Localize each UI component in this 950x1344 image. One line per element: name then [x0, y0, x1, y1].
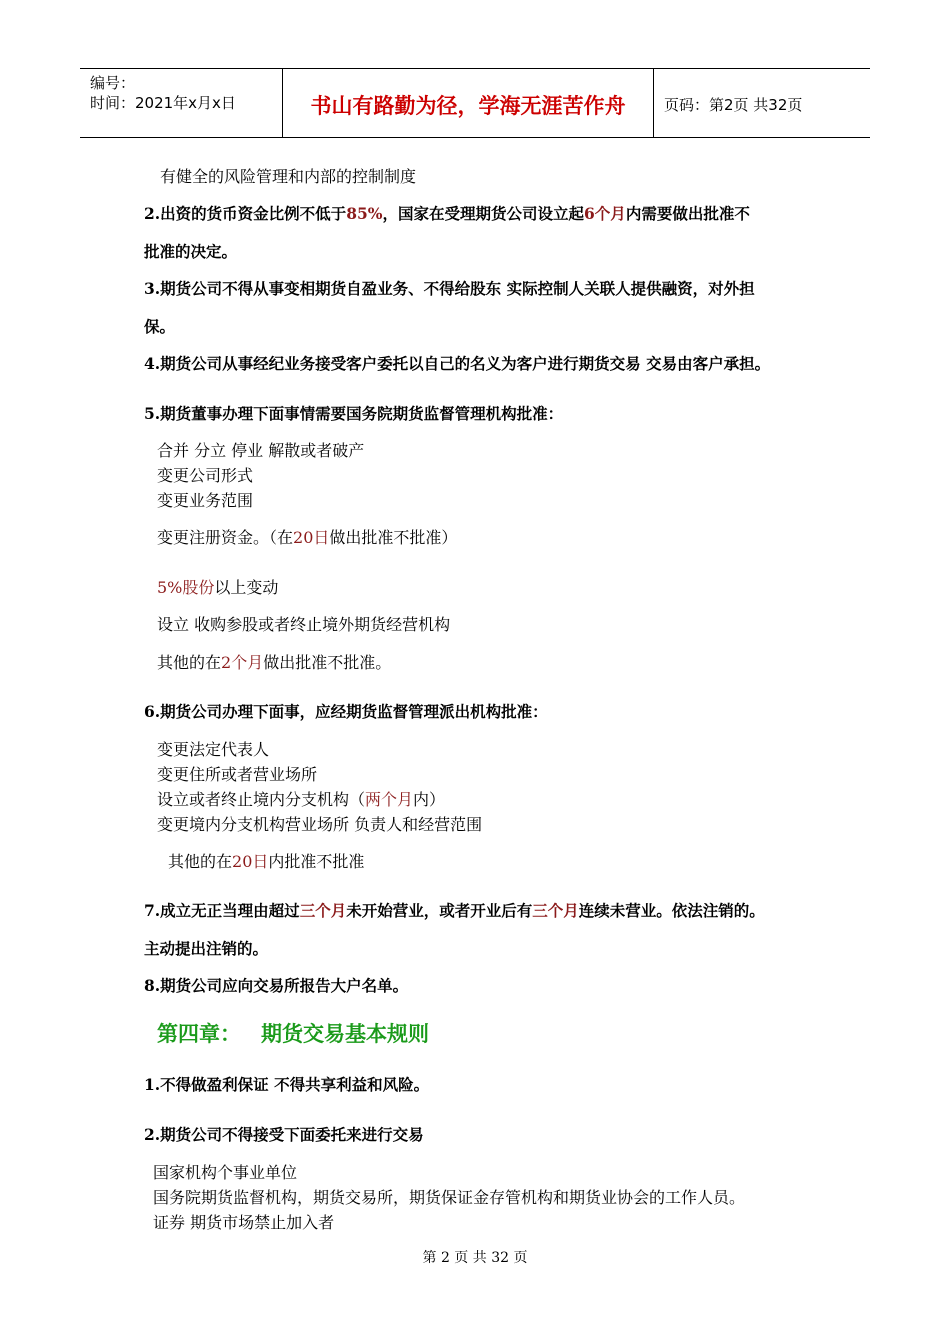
- list-item: 设立 收购参股或者终止境外期货经营机构: [157, 615, 451, 634]
- item-6-heading: 6.期货公司办理下面事，应经期货监督管理派出机构批准：: [144, 702, 548, 721]
- item-2-cont: 批准的决定。: [144, 242, 238, 261]
- list-item: 国务院期货监督机构，期货交易所，期货保证金存管机构和期货业协会的工作人员。: [153, 1188, 746, 1207]
- item-3-cont: 保。: [144, 317, 176, 336]
- header-motto-cell: [283, 69, 654, 137]
- list-item: 证券 期货市场禁止加入者: [153, 1213, 335, 1232]
- list-item: 变更注册资金。（在20日做出批准不批准）: [157, 528, 458, 547]
- item-3: 3.期货公司不得从事变相期货自盈业务、不得给股东 实际控制人关联人提供融资，对外担: [144, 279, 755, 298]
- rule-1: 1.不得做盈利保证 不得共享利益和风险。: [144, 1075, 430, 1094]
- number-label: 编号：: [90, 74, 136, 92]
- rule-2-heading: 2.期货公司不得接受下面委托来进行交易: [144, 1125, 424, 1144]
- list-item: 其他的在20日内批准不批准: [168, 852, 365, 871]
- list-item: 变更业务范围: [157, 491, 254, 510]
- motto: 书山有路勤为径，学海无涯苦作舟: [310, 94, 626, 118]
- item-7: 7.成立无正当理由超过三个月未开始营业，或者开业后有三个月连续未营业。依法注销的。: [144, 901, 765, 920]
- item-8: 8.期货公司应向交易所报告大户名单。: [144, 976, 409, 995]
- page-header: [80, 68, 870, 138]
- chapter-heading: 第四章： 期货交易基本规则: [157, 1022, 429, 1046]
- list-item: 变更境内分支机构营业场所 负责人和经营范围: [157, 815, 483, 834]
- item-7-cont: 主动提出注销的。: [144, 939, 269, 958]
- item-4: 4.期货公司从事经纪业务接受客户委托以自己的名义为客户进行期货交易 交易由客户承担。: [144, 354, 771, 373]
- list-item: 5%股份以上变动: [157, 578, 279, 597]
- list-item: 设立或者终止境内分支机构（两个月内）: [157, 790, 446, 809]
- header-page-cell: [654, 69, 870, 137]
- list-item: 变更公司形式: [157, 466, 254, 485]
- list-item: 国家机构个事业单位: [153, 1163, 298, 1182]
- page-number-label: 页码：第2页 共32页: [664, 96, 803, 114]
- list-item: 变更法定代表人: [157, 740, 270, 759]
- header-meta-cell: [80, 69, 283, 137]
- list-item: 其他的在2个月做出批准不批准。: [157, 653, 392, 672]
- time-label: 时间：2021年x月x日: [90, 94, 236, 112]
- page-footer: 第 2 页 共 32 页: [422, 1250, 528, 1266]
- item-5-heading: 5.期货董事办理下面事情需要国务院期货监督管理机构批准：: [144, 404, 564, 423]
- item-2: 2.出资的货币资金比例不低于85%，国家在受理期货公司设立起6个月内需要做出批准不: [144, 204, 750, 223]
- line-risk-management: 有健全的风险管理和内部的控制制度: [160, 167, 417, 186]
- list-item: 变更住所或者营业场所: [157, 765, 318, 784]
- list-item: 合并 分立 停业 解散或者破产: [157, 441, 365, 460]
